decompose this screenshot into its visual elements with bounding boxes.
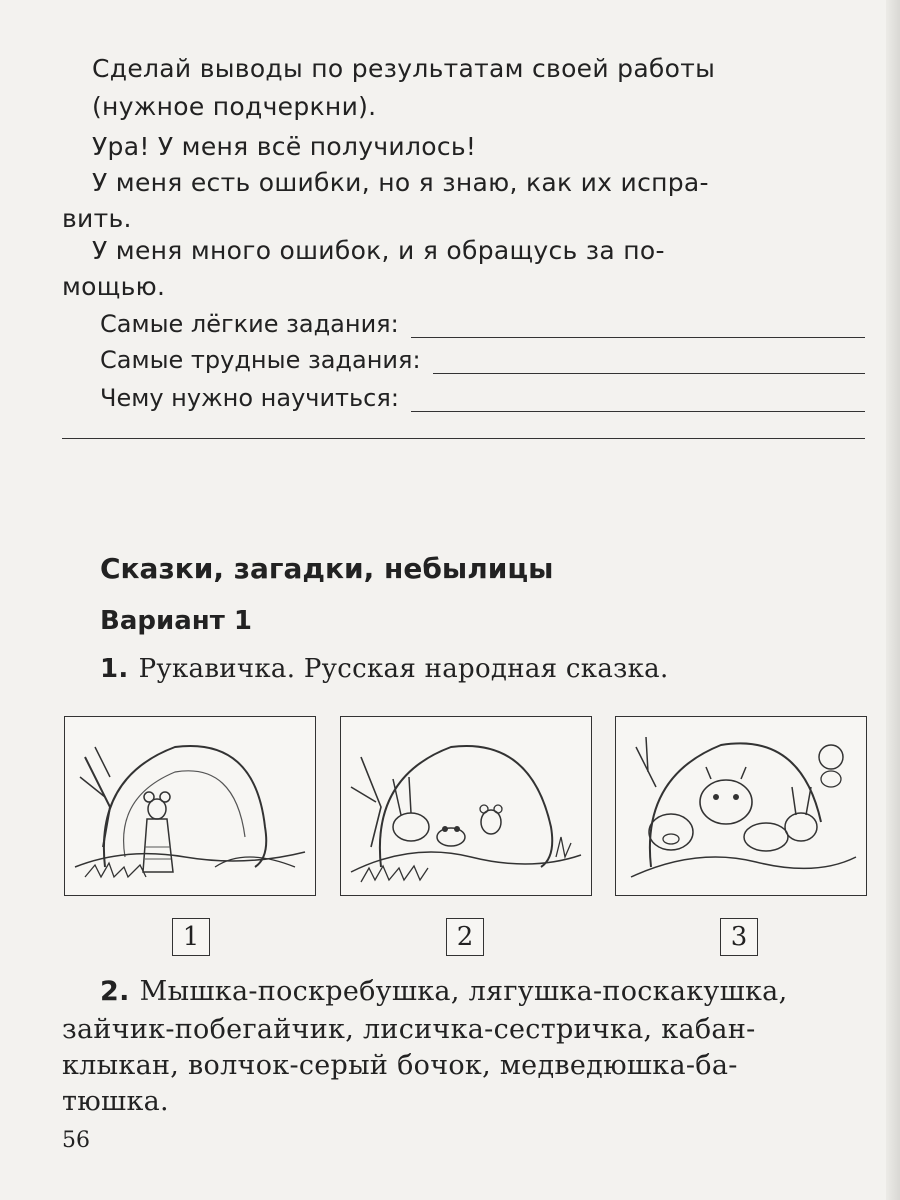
picture-all-animals	[615, 716, 867, 896]
picture-number-1[interactable]: 1	[172, 918, 210, 956]
reflection-intro-line1: Сделай выводы по результатам своей работы	[92, 54, 716, 83]
learn-field[interactable]	[100, 384, 865, 412]
easiest-tasks-field[interactable]	[100, 310, 865, 338]
task1-text: Рукавичка. Русская народная сказка.	[138, 654, 669, 684]
variant-title: Вариант 1	[100, 606, 252, 636]
mitten-animals-illustration	[341, 717, 591, 895]
hardest-tasks-line[interactable]	[433, 353, 865, 374]
reflection-intro	[92, 54, 862, 83]
picture-mouse	[64, 716, 316, 896]
option-some-errors-line1[interactable]: У меня есть ошибки, но я знаю, как их испра-	[92, 168, 709, 197]
option-many-errors-line2[interactable]: мощью.	[62, 272, 166, 301]
learn-line[interactable]	[411, 391, 865, 412]
task1	[100, 654, 669, 684]
hardest-tasks-label: Самые трудные задания:	[100, 346, 421, 374]
easiest-tasks-label: Самые лёгкие задания:	[100, 310, 399, 338]
task2-text-line1: Мышка-поскребушка, лягушка-поскакушка,	[139, 976, 788, 1007]
option-many-errors-line1[interactable]: У меня много ошибок, и я обращусь за по-	[92, 236, 665, 265]
page-number: 56	[62, 1128, 90, 1153]
picture-number-3[interactable]: 3	[720, 918, 758, 956]
hardest-tasks-field[interactable]	[100, 346, 865, 374]
option-success[interactable]: Ура! У меня всё получилось!	[92, 132, 477, 161]
picture-hare-frog-mouse	[340, 716, 592, 896]
task2-line1	[100, 976, 787, 1007]
mitten-crowded-illustration	[616, 717, 866, 895]
task2-line3: клыкан, волчок-серый бочок, медведюшка-ба-	[62, 1050, 738, 1081]
task2-number: 2.	[100, 976, 130, 1007]
task2-line4: тюшка.	[62, 1086, 169, 1117]
task2-line2: зайчик-побегайчик, лисичка-сестричка, кабан-	[62, 1014, 756, 1045]
reflection-intro-line2: (нужное подчеркни).	[92, 92, 377, 121]
picture-number-2[interactable]: 2	[446, 918, 484, 956]
mitten-mouse-illustration	[65, 717, 315, 895]
page-edge	[886, 0, 900, 1200]
task1-number: 1.	[100, 654, 129, 684]
learn-label: Чему нужно научиться:	[100, 384, 399, 412]
option-some-errors-line2[interactable]: вить.	[62, 204, 132, 233]
section-title: Сказки, загадки, небылицы	[100, 552, 554, 585]
easiest-tasks-line[interactable]	[411, 317, 865, 338]
learn-extra-line[interactable]	[62, 438, 865, 439]
